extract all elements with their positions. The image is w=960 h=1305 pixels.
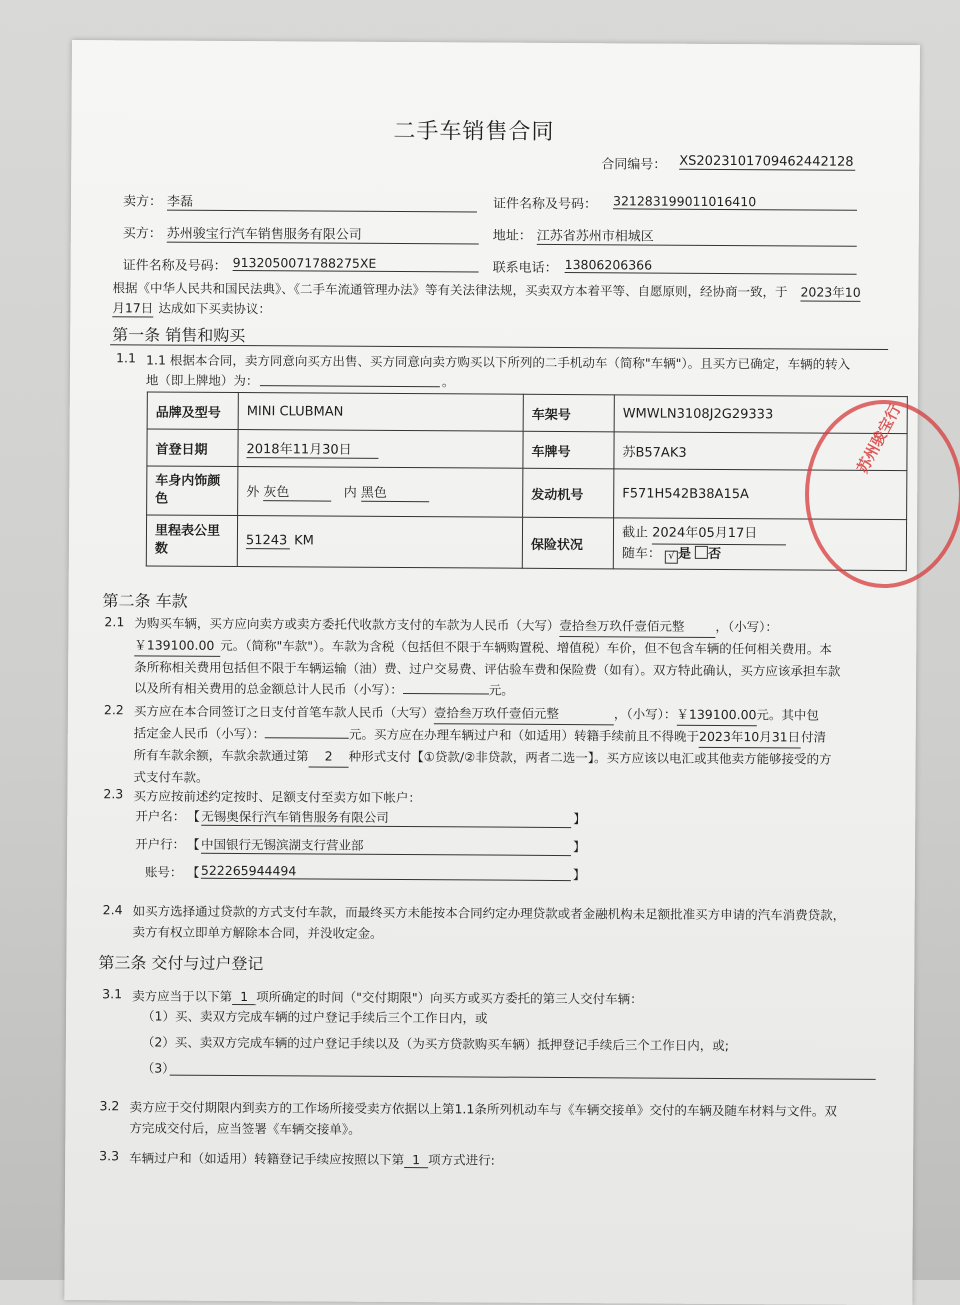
plate-value: 苏B57AK3 (614, 432, 907, 471)
bracket-left: 【 (186, 864, 200, 880)
s21-line1c: ，（小写）： (715, 618, 779, 635)
vin-value: WMWLN3108J2G29333 (614, 395, 907, 434)
first-reg-value: 2018年11月30日 (246, 438, 378, 459)
ext-color-label: 外 (246, 485, 260, 501)
account-name-label: 开户名： (135, 808, 186, 824)
section-3-1-line (132, 986, 643, 1007)
int-color-value: 黑色 (361, 482, 429, 502)
engine-label: 发动机号 (523, 468, 614, 518)
s21-line4b: 元。 (488, 682, 514, 698)
contract-paper (64, 40, 920, 1305)
yes-label: 是 (677, 546, 692, 562)
table-row (147, 429, 907, 471)
section-2-3-text: 买方应按前述约定按时、足额支付至卖方如下帐户： (133, 788, 421, 806)
table-row (146, 515, 906, 571)
bracket-left: 【 (187, 808, 200, 824)
article-1-rule (110, 344, 888, 350)
s22-deadline: 2023年10月31日 (699, 726, 801, 749)
ext-color-value: 灰色 (263, 481, 331, 501)
buyer-id-label: 证件名称及号码： (122, 258, 227, 274)
s21-total-blank (403, 679, 489, 695)
intro-text: 根据《中华人民共和国民法典》、《二手车流通管理办法》等有关法律法规，买卖双方本着平等、自愿原则，经协商一致，于 (112, 280, 788, 300)
s33-line1c: 项方式进行: (428, 1152, 495, 1168)
bracket-right: 】 (573, 811, 586, 827)
section-1-1-text: 1.1 根据本合同，卖方同意向买方出售、买方同意向卖方购买以下所列的二手机动车（简称"车辆"）。且买方已确定，车辆的转入 (146, 352, 851, 372)
s31-line1c: 项所确定的时间（"交付期限"）向买方或买方委托的第三人交付车辆： (256, 989, 643, 1007)
s31-line1a: 卖方应当于以下第 (132, 988, 233, 1004)
s33-line1a: 车辆过户和（如适用）转籍登记手续应按照以下第 (129, 1150, 405, 1168)
yes-checkbox: √ (665, 550, 678, 563)
section-2-3-number: 2.3 (103, 786, 124, 802)
s21-line1a: 为购买车辆，买方应向卖方或卖方委托代收款方支付的车款为人民币（大写） (134, 615, 560, 633)
section-2-1-number: 2.1 (104, 614, 125, 630)
section-3-3-number: 3.3 (99, 1148, 120, 1164)
s32-line1: 卖方应于交付期限内到卖方的工作场所接受卖方依据以上第1.1条所列机动车与《车辆交接单》交付的车辆及随车材料与文件。双 (129, 1099, 837, 1119)
section-1-1-text-2: 地（即上牌地）为： (145, 372, 259, 389)
int-color-label: 内 (343, 485, 357, 501)
brand-label: 品牌及型号 (147, 392, 238, 430)
color-label: 车身内饰颜色 (147, 466, 238, 516)
bracket-right: 】 (572, 867, 586, 883)
section-1-1-number: 1.1 (116, 350, 136, 366)
section-3-2 (129, 1096, 899, 1143)
no-checkbox (695, 545, 708, 558)
table-row (147, 392, 907, 434)
buyer-address-label: 地址： (492, 228, 532, 244)
seller-id: 321283199011016410 (613, 193, 857, 210)
section-3-1-number: 3.1 (102, 986, 123, 1002)
s22-deposit-blank (265, 723, 349, 739)
insurance-until-label: 截止 (621, 524, 649, 541)
intro-date-a: 2023年10 (800, 284, 861, 300)
phone: 13806206366 (565, 257, 857, 275)
s22-line3a: 所有车款余额，车款余款通过第 (133, 747, 309, 764)
s22-line2b: 元。买方应在办理车辆过户和（如适用）转籍手续前且不得晚于 (348, 726, 700, 744)
s22-line1e: 元。其中包 (756, 707, 819, 723)
section-1-1-end: 。 (441, 374, 455, 390)
s22-amount-number: ￥139100.00 (676, 704, 756, 726)
mileage-label: 里程表公里数 (146, 515, 237, 567)
s31-item: 1 (232, 989, 256, 1005)
section-2-4 (132, 900, 902, 947)
s21-amount-number: ￥139100.00 (134, 634, 220, 657)
section-3-2-number: 3.2 (99, 1098, 120, 1114)
s22-line2a: 括定金人民币（小写）： (133, 725, 266, 742)
intro-date-b: 月17日 (112, 300, 154, 316)
insurance-label: 保险状况 (522, 517, 613, 569)
section-3-3-line (129, 1148, 495, 1168)
s22-line2d: 付清 (800, 729, 827, 745)
section-2-4-number: 2.4 (102, 902, 123, 918)
brand-value: MINI CLUBMAN (238, 393, 523, 432)
s31-option-3: （3） (141, 1060, 175, 1076)
vehicle-table (146, 391, 908, 571)
s22-payment-method: 2 (309, 745, 349, 767)
buyer-address: 江苏省苏州市相城区 (537, 225, 857, 247)
article-3-heading: 第三条 交付与过户登记 (98, 953, 264, 974)
s21-line3: 条所称相关费用包括但不限于车辆运输（油）费、过户交易费、评估验车费和保险费（如有）。双方特此确认，买方应该承担车款 (134, 659, 841, 679)
contract-number-label: 合同编号： (601, 157, 667, 173)
account-name: 无锡奥保行汽车销售服务有限公司 (201, 807, 571, 828)
buyer-name: 苏州骏宝行汽车销售服务有限公司 (167, 223, 479, 245)
bank-name: 中国银行无锡滨湖支行营业部 (201, 835, 571, 856)
table-row (147, 466, 907, 520)
first-reg-label: 首登日期 (147, 429, 238, 467)
s31-option-1: （1）买、卖双方完成车辆的过户登记手续后三个工作日内，或 (141, 1008, 488, 1026)
mileage-value: 51243 (246, 533, 290, 549)
no-label: 否 (708, 546, 722, 562)
vin-label: 车架号 (523, 394, 614, 432)
s31-option-3-blank (170, 1075, 876, 1080)
buyer-id: 91320500717882​75XE (233, 255, 479, 273)
s22-line4: 式支付车款。 (133, 769, 209, 785)
article-1-heading: 第一条 销售和购买 (112, 325, 246, 346)
s21-line4a: 以及所有相关费用的总金额总计人民币（小写）： (133, 680, 403, 698)
seller-id-label: 证件名称及号码： (492, 196, 598, 213)
insurance-with-car-label: 随车： (621, 545, 661, 562)
account-number: 522265944494 (201, 863, 571, 881)
section-2-1 (134, 612, 905, 703)
s33-item: 1 (404, 1152, 428, 1168)
s22-line1c: ，（小写）： (613, 706, 677, 722)
company-seal (805, 400, 960, 588)
s32-line2: 方完成交付后，应当签署《车辆交接单》。 (129, 1120, 361, 1137)
bank-label: 开户行： (135, 836, 186, 852)
insurance-until-value: 2024年05月17日 (652, 523, 786, 545)
seller-label: 卖方： (122, 194, 163, 210)
page-title: 二手车销售合同 (393, 118, 555, 145)
account-number-label: 账号： (144, 864, 183, 880)
s21-line2b: 元。（简称"车款"）。车款为含税（包括但不限于车辆购置税、增值税）车价，但不包含车辆的任何相关费用。本 (220, 637, 832, 657)
s24-line2: 卖方有权立即单方解除本合同，并没收定金。 (132, 924, 383, 941)
phone-label: 联系电话： (492, 260, 558, 276)
contract-number: XS20231017094624421​28 (679, 153, 854, 170)
bracket-right: 】 (573, 839, 586, 855)
s22-line1a: 买方应在本合同签订之日支付首笔车款人民币（大写） (133, 703, 434, 721)
section-2-2 (133, 700, 904, 792)
registration-place-blank (260, 385, 440, 387)
s21-amount-words: 壹拾叁万玖仟壹佰元整 (559, 615, 715, 638)
section-2-2-number: 2.2 (103, 702, 124, 718)
buyer-label: 买方： (122, 226, 162, 242)
s22-line3c: 种形式支付【①贷款/②非贷款，两者二选一】。买方应该以电汇或其他卖方能够接受的方 (348, 748, 832, 767)
mileage-unit: KM (294, 533, 314, 549)
s22-amount-words: 壹拾叁万玖仟壹佰元整 (434, 702, 614, 725)
s31-option-2: （2）买、卖双方完成车辆的过户登记手续以及（为买方贷款购买车辆）抵押登记手续后三个工作日内，或; (141, 1034, 730, 1054)
seal-text: 苏州骏宝行 (853, 401, 905, 477)
plate-label: 车牌号 (523, 431, 614, 469)
s24-line1: 如买方选择通过贷款的方式支付车款，而最终买方未能按本合同约定办理贷款或者金融机构未足额批准买方申请的汽车消费贷款， (132, 903, 846, 923)
bracket-left: 【 (187, 836, 200, 852)
article-2-heading: 第二条 车款 (102, 591, 188, 611)
intro-text-2: 达成如下买卖协议： (158, 300, 271, 317)
seller-name: 李磊 (167, 191, 477, 213)
engine-value: F571H542B38A15A (614, 469, 907, 520)
